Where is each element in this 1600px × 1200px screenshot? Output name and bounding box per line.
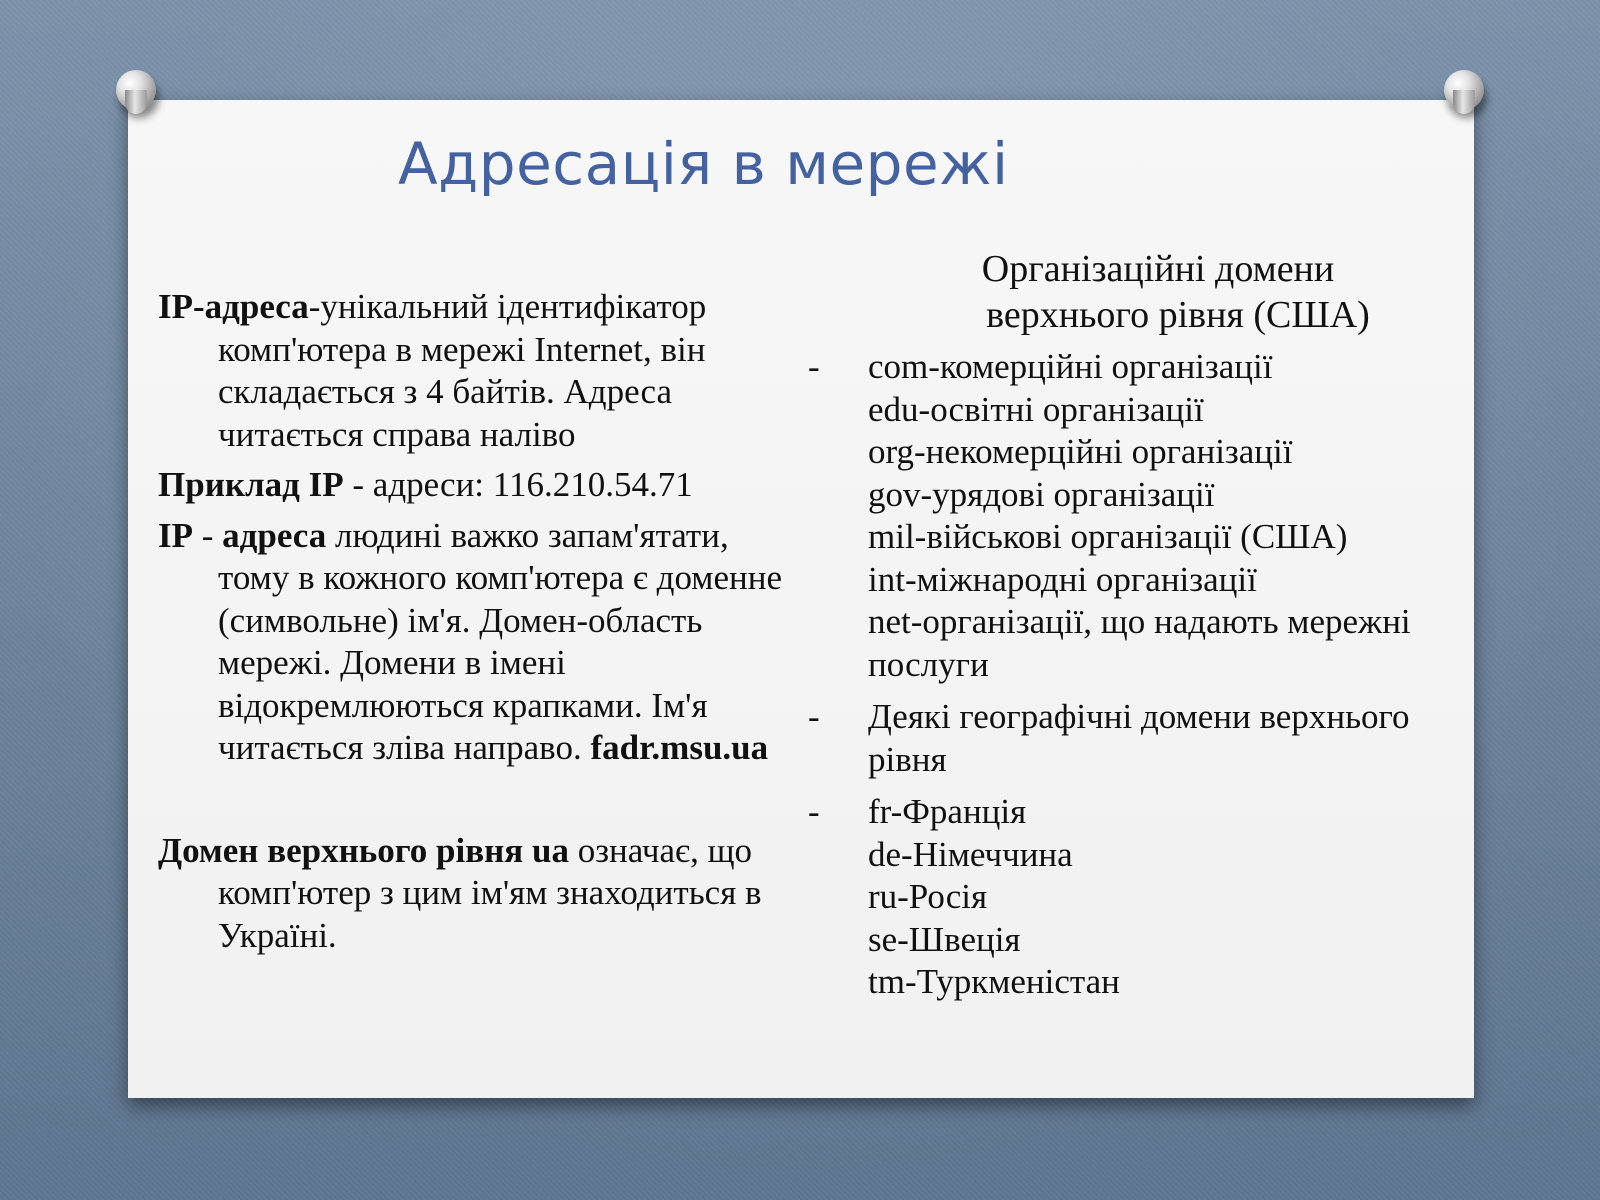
geo-heading-text: Деякі географічні домени верхнього рівня — [868, 697, 1410, 779]
list-item: tm-Туркменістан — [868, 962, 1120, 1001]
list-item: edu-освітні організації — [868, 389, 1204, 429]
list-dash: - — [808, 792, 820, 831]
list-item: mil-військові організації (США) — [868, 517, 1348, 556]
list-item: de-Німеччина — [868, 834, 1073, 874]
list-item: com-комерційні організації — [868, 347, 1273, 386]
ip-example-text: - адреси: 116.210.54.71 — [343, 465, 693, 504]
domain-example: fadr.msu.ua — [590, 728, 769, 767]
list-dash: - — [808, 697, 820, 736]
org-domains-heading-line2: верхнього рівня (США) — [986, 294, 1370, 336]
geo-domains-heading — [808, 696, 1448, 781]
pushpin-icon — [1444, 70, 1484, 110]
list-item: fr-Франція — [868, 792, 1027, 831]
list-item: gov-урядові організації — [868, 474, 1215, 514]
left-column — [158, 286, 788, 965]
pushpin-icon — [116, 70, 156, 110]
domain-name-explanation — [158, 515, 788, 770]
ip-example — [158, 464, 788, 507]
term-address: адреса — [222, 515, 327, 555]
slide-paper — [128, 100, 1474, 1098]
list-dash: - — [808, 347, 820, 386]
term-ip: IP — [158, 515, 193, 555]
org-domains-heading — [808, 246, 1448, 338]
list-item: se-Швеція — [868, 919, 1021, 959]
list-item: int-міжнародні організації — [868, 559, 1257, 599]
term-ip-example: Приклад IP — [158, 465, 344, 504]
slide-title: Адресація в мережі — [398, 130, 1009, 198]
ip-address-text: -унікальний ідентифікатор комп'ютера в мережі Internet, він складається з 4 байтів. Адреса читається справа наліво — [218, 287, 707, 454]
term-ip-address: IP-адреса — [158, 287, 309, 326]
org-domains-list — [808, 346, 1448, 686]
right-column — [808, 246, 1448, 1014]
top-level-domain-ua — [158, 830, 788, 958]
term-top-level-domain: Домен верхнього рівня ua — [158, 830, 569, 870]
ip-address-definition — [158, 286, 788, 456]
list-item: net-організації, що надають мережні послуги — [868, 602, 1411, 684]
term-separator: - — [193, 515, 223, 555]
domain-name-text: людині важко запам'ятати, тому в кожного комп'ютера є доменне (символьне) ім'я. Домен-область мережі. Домени в імені відокремлюються крапками. Ім'я читається зліва направо. — [218, 515, 782, 767]
list-item: ru-Росія — [868, 877, 988, 916]
geo-domains-list — [808, 791, 1448, 1004]
top-level-domain-text: означає, що комп'ютер з цим ім'ям знаходиться в Україні. — [218, 830, 762, 955]
list-item: org-некомерційні організації — [868, 432, 1293, 471]
org-domains-heading-line1: Організаційні домени — [981, 248, 1335, 290]
